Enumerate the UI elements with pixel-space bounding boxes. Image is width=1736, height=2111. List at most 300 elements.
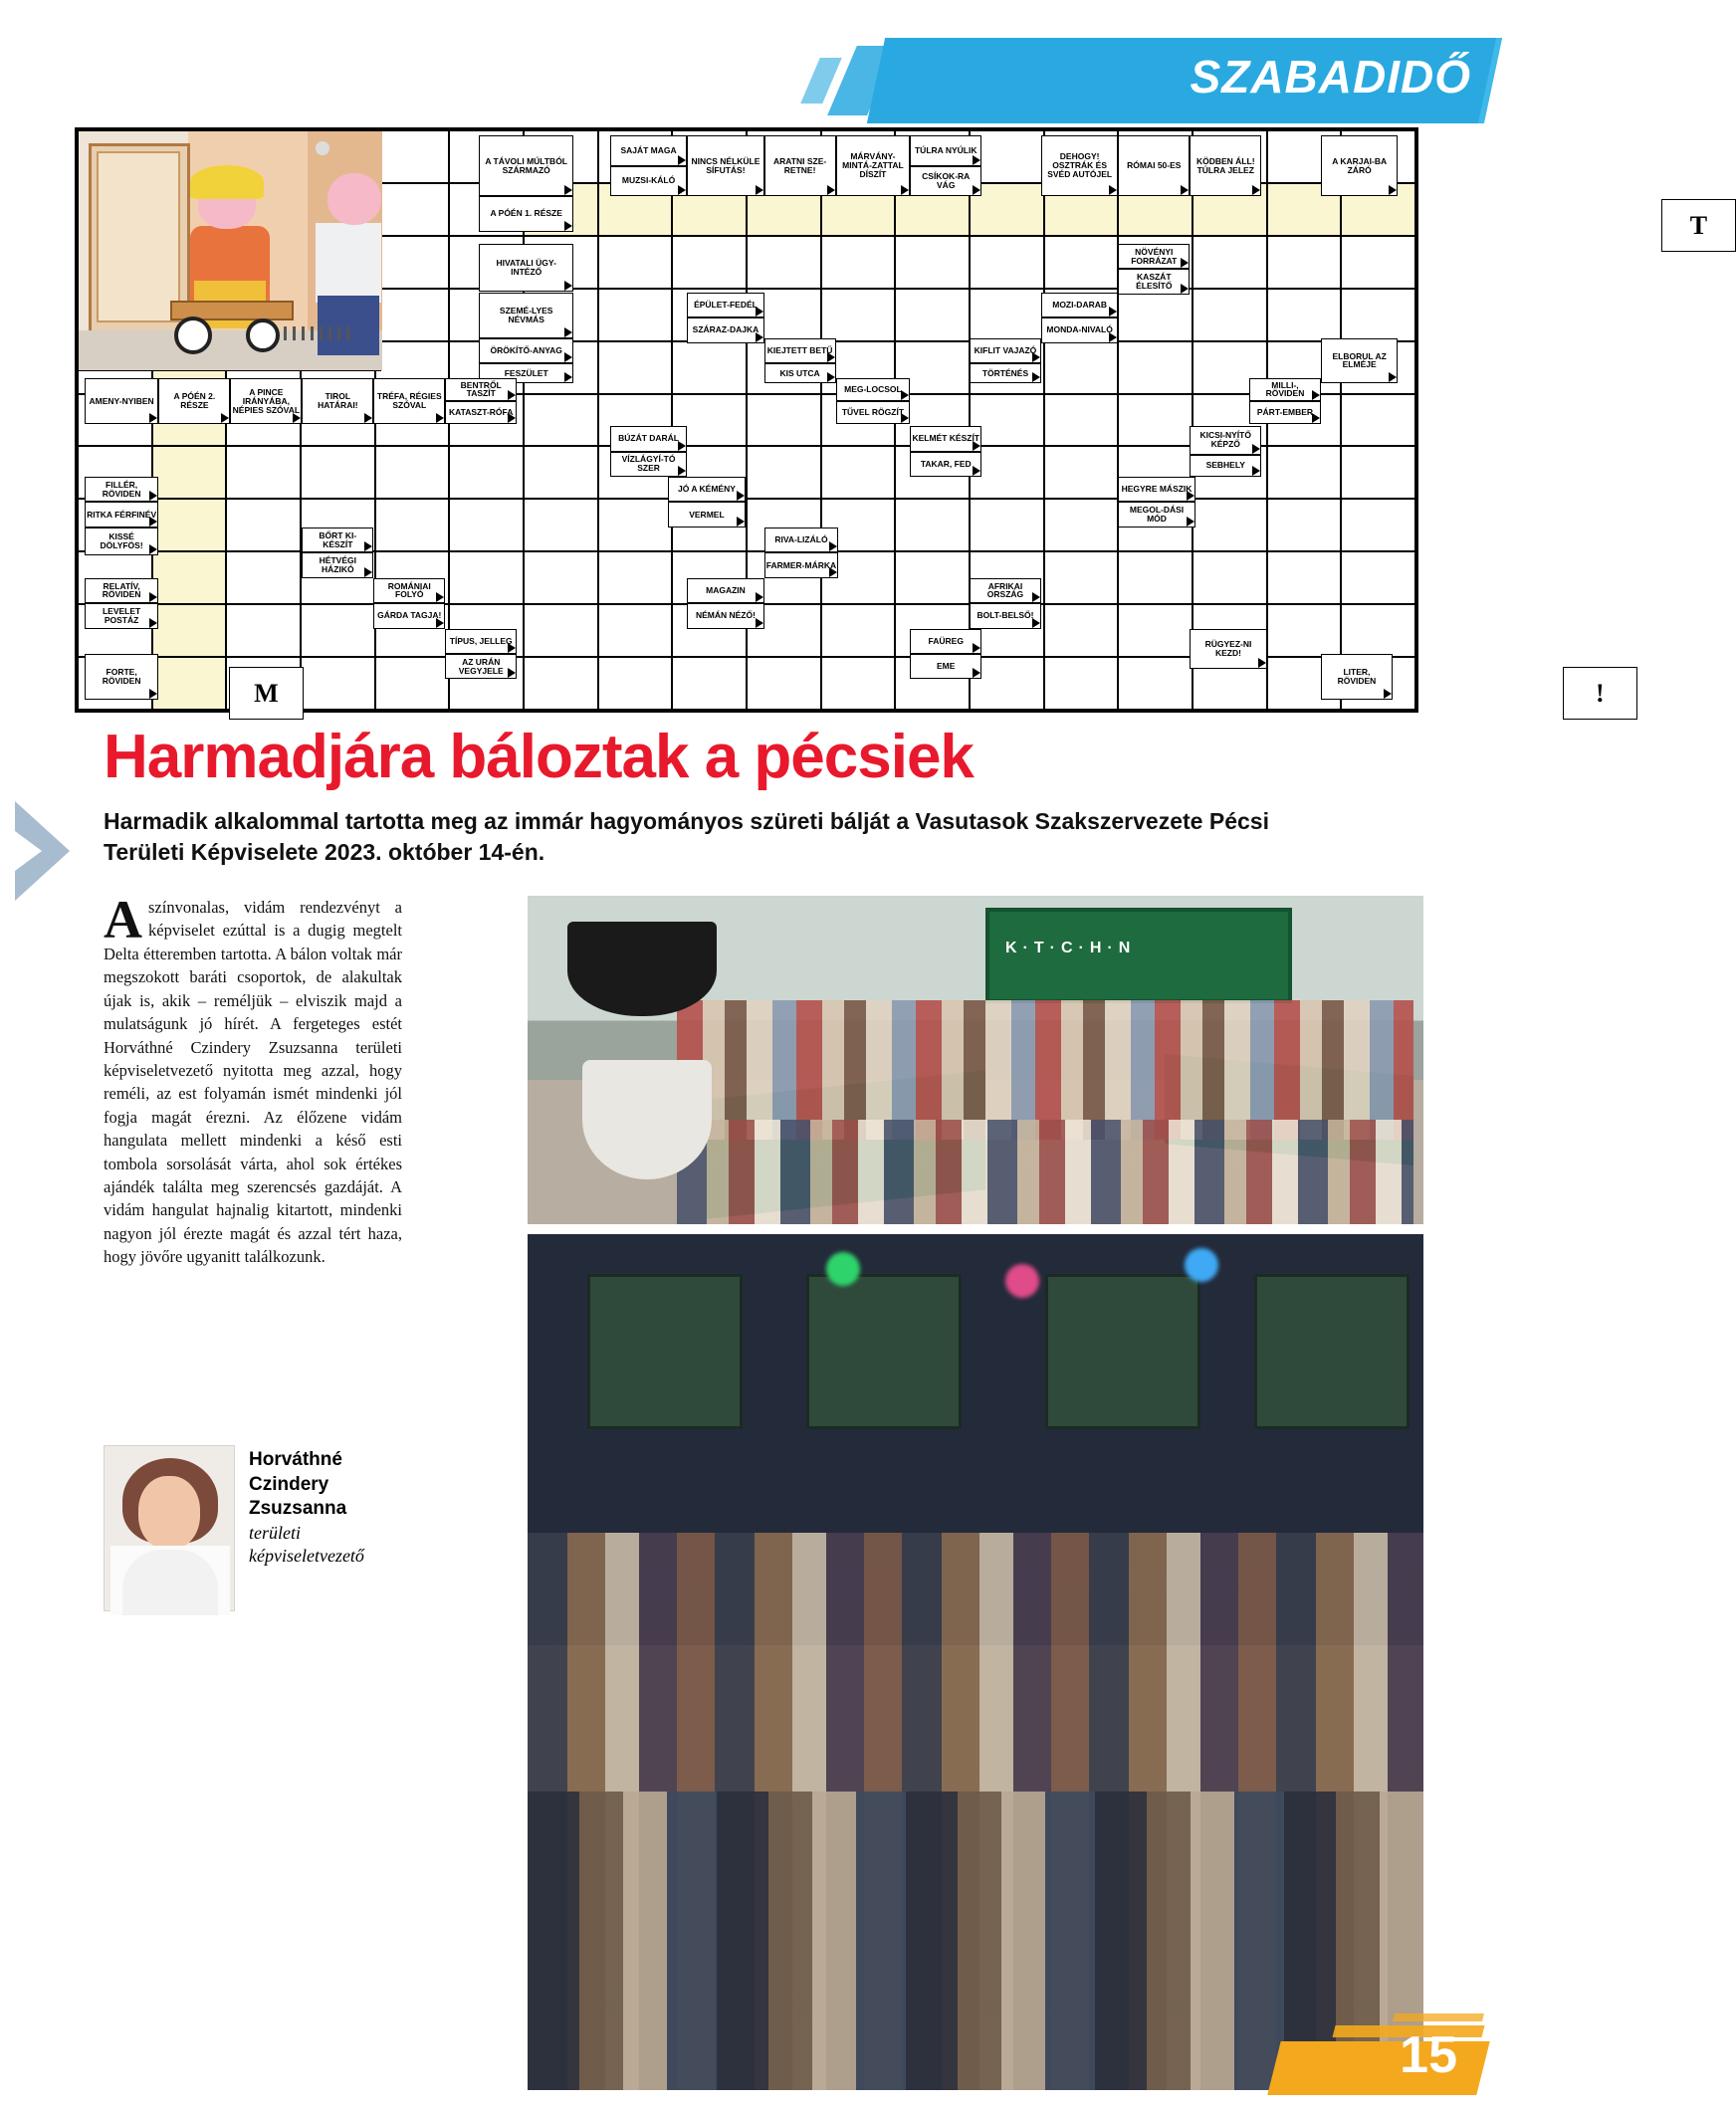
clue-direction-arrow-icon	[364, 413, 372, 423]
crossword-cell[interactable]	[672, 657, 747, 710]
crossword-clue	[373, 578, 445, 603]
crossword-cell[interactable]	[1044, 446, 1119, 499]
crossword-clue	[910, 629, 981, 654]
crossword-clue-text: SEBHELY	[1205, 460, 1245, 471]
clue-direction-arrow-icon	[149, 413, 157, 423]
crossword-clue	[1321, 135, 1398, 196]
crossword-cell[interactable]	[1193, 236, 1267, 289]
crossword-cell[interactable]	[1044, 657, 1119, 710]
clue-direction-arrow-icon	[364, 541, 372, 551]
crossword-cell[interactable]	[1341, 289, 1415, 341]
crossword-clue	[479, 293, 573, 338]
page-title: Harmadjára báloztak a pécsiek	[104, 723, 974, 791]
crossword-clue	[610, 426, 687, 451]
clue-direction-arrow-icon	[1187, 491, 1194, 501]
crossword-clue-text: CSÍKOK-RA VÁG	[922, 170, 971, 190]
clue-direction-arrow-icon	[149, 689, 157, 699]
crossword-clue	[610, 135, 687, 166]
crossword-clue-text: DEHOGY! OSZTRÁK ÉS SVÉD AUTÓJEL	[1047, 151, 1113, 180]
crossword-clue	[479, 196, 573, 232]
crossword-clue-text: KIFLIT VAJAZÓ	[974, 344, 1037, 355]
crossword-clue	[668, 477, 745, 502]
clue-direction-arrow-icon	[678, 185, 686, 195]
crossword-clue	[1118, 477, 1194, 502]
crossword-cell[interactable]	[301, 446, 375, 499]
crossword-clue-text: MEG-LOCSOL	[844, 384, 902, 394]
clue-direction-arrow-icon	[973, 668, 980, 678]
crossword-cell[interactable]	[895, 236, 970, 289]
clue-direction-arrow-icon	[564, 327, 572, 337]
clue-direction-arrow-icon	[1032, 618, 1040, 628]
crossword-clue-text: SAJÁT MAGA	[620, 144, 677, 155]
crossword-cell[interactable]	[598, 551, 673, 604]
crossword-clue	[1118, 269, 1190, 294]
crossword-cell[interactable]	[821, 657, 896, 710]
crossword-clue	[1118, 502, 1194, 527]
clue-direction-arrow-icon	[149, 544, 157, 554]
crossword-clue	[1321, 338, 1398, 384]
crossword-clue-text: MUZSI-KÁLÓ	[621, 175, 676, 186]
crossword-clue-text: ELBORUL AZ ELMÉJE	[1332, 350, 1387, 370]
crossword-clue	[302, 528, 373, 552]
crossword-cell[interactable]	[524, 446, 598, 499]
crossword-cell[interactable]	[152, 551, 227, 604]
clue-direction-arrow-icon	[1252, 466, 1260, 476]
crossword-cell[interactable]	[1044, 236, 1119, 289]
crossword-clue	[230, 378, 302, 424]
crossword-cell[interactable]	[1118, 604, 1193, 657]
crossword-clue-text: ARATNI SZE-RETNE!	[773, 155, 827, 175]
crossword-clue	[970, 603, 1041, 628]
crossword-clue-text: FORTE, RÖVIDEN	[102, 667, 141, 686]
clue-direction-arrow-icon	[564, 185, 572, 195]
crossword-clue-text: AZ URÁN VEGYJELE	[458, 656, 504, 676]
clue-direction-arrow-icon	[1312, 390, 1320, 400]
crossword-clue	[687, 317, 763, 342]
crossword-clue-text: A KARJAI-BA ZÁRÓ	[1332, 155, 1388, 175]
clue-direction-arrow-icon	[1258, 658, 1266, 668]
crossword-cell[interactable]	[821, 289, 896, 341]
crossword-clue	[158, 378, 230, 424]
crossword-clue-text: MAGAZIN	[706, 584, 746, 595]
crossword-clue-text: A PINCE IRÁNYÁBA, NÉPIES SZÓVAL	[232, 386, 301, 415]
crossword-clue-text: RÓMAI 50-ES	[1127, 160, 1182, 171]
caption-role-line-2: képviseletvezető	[249, 1546, 364, 1567]
crossword-clue	[764, 363, 836, 383]
section-title: SZABADIDŐ	[1190, 51, 1471, 103]
clue-direction-arrow-icon	[564, 221, 572, 231]
crossword-clue	[687, 135, 763, 196]
crossword-clue	[85, 654, 159, 700]
crossword-cell[interactable]	[1267, 236, 1342, 289]
crossword-clue-text: A PÓÉN 2. RÉSZE	[173, 391, 216, 411]
crossword-clue	[85, 502, 159, 527]
crossword-cell[interactable]	[375, 499, 450, 551]
crossword-cell[interactable]	[970, 236, 1044, 289]
clue-direction-arrow-icon	[436, 592, 444, 602]
crossword-clue-text: MOZI-DARAB	[1052, 300, 1108, 311]
clue-direction-arrow-icon	[973, 155, 980, 165]
crossword-clue	[970, 578, 1041, 603]
crossword-cell[interactable]	[152, 657, 227, 710]
crossword-clue	[687, 293, 763, 317]
crossword-clue-text: A TÁVOLI MÚLTBÓL SZÁRMAZÓ	[485, 155, 568, 175]
crossword-cell[interactable]	[598, 341, 673, 394]
clue-direction-arrow-icon	[1181, 185, 1189, 195]
chevron-right-icon	[10, 796, 80, 906]
crossword-cell[interactable]	[598, 604, 673, 657]
crossword-clue-text: RIVA-LIZÁLÓ	[774, 534, 828, 545]
clue-direction-arrow-icon	[1389, 185, 1397, 195]
crossword-clue	[610, 452, 687, 477]
photo-sign-text: K·T·C·H·N	[1005, 940, 1137, 956]
clue-direction-arrow-icon	[901, 185, 909, 195]
crossword-clue	[836, 135, 911, 196]
crossword-clue-text: RÜGYEZ-NI KEZD!	[1204, 639, 1252, 658]
clue-direction-arrow-icon	[508, 668, 516, 678]
crossword-clue	[910, 426, 981, 451]
crossword-clue	[910, 654, 981, 679]
crossword-cell[interactable]	[747, 236, 821, 289]
crossword-clue	[1249, 378, 1321, 400]
crossword-cell[interactable]	[1267, 551, 1342, 604]
crossword-cell[interactable]	[524, 657, 598, 710]
clue-direction-arrow-icon	[564, 372, 572, 382]
crossword-clue	[1118, 135, 1190, 196]
clue-direction-arrow-icon	[221, 413, 229, 423]
crossword-cell[interactable]	[1118, 657, 1193, 710]
drop-cap: A	[104, 890, 142, 950]
crossword-cell[interactable]	[1118, 289, 1193, 341]
clue-direction-arrow-icon	[973, 185, 980, 195]
crossword-clue-text: TŰVEL RÖGZÍT	[841, 406, 905, 417]
crossword-clue-text: FILLÉR, RÖVIDEN	[102, 479, 141, 499]
clue-direction-arrow-icon	[901, 390, 909, 400]
crossword-clue-text: NÉMÁN NÉZŐ!	[695, 610, 756, 621]
crossword-clue	[85, 578, 159, 603]
crossword-clue-text: BÚZÁT DARÁL	[618, 433, 680, 444]
crossword-cell[interactable]	[747, 657, 821, 710]
clue-direction-arrow-icon	[1252, 185, 1260, 195]
crossword-cell[interactable]	[1341, 446, 1415, 499]
clue-direction-arrow-icon	[756, 592, 763, 602]
crossword-cell[interactable]	[375, 183, 450, 236]
clue-direction-arrow-icon	[364, 567, 372, 577]
clue-direction-arrow-icon	[508, 390, 516, 400]
crossword-given-letter[interactable]: T	[1661, 199, 1736, 252]
crossword-clue-text: LITER, RÖVIDEN	[1337, 667, 1377, 686]
crossword-cell[interactable]	[672, 341, 747, 394]
crossword-cell[interactable]	[895, 289, 970, 341]
clue-direction-arrow-icon	[508, 643, 516, 653]
crossword-cell[interactable]	[449, 446, 524, 499]
article-body	[104, 890, 402, 1269]
crossword-clue-text: MEGOL-DÁSI MÓD	[1129, 505, 1185, 525]
crossword-cell[interactable]	[375, 130, 450, 183]
crossword-cell[interactable]	[1044, 341, 1119, 394]
crossword-cell[interactable]	[1044, 394, 1119, 447]
crossword-clue	[910, 452, 981, 477]
clue-direction-arrow-icon	[436, 413, 444, 423]
crossword-clue-text: TRÉFA, RÉGIES SZÓVAL	[376, 391, 442, 411]
crossword-clue	[479, 244, 573, 292]
crossword-clue	[85, 528, 159, 555]
crossword-cell[interactable]	[375, 289, 450, 341]
crossword-clue	[836, 401, 911, 424]
crossword-grid	[78, 130, 1708, 710]
crossword-cell[interactable]	[598, 657, 673, 710]
crossword-cell[interactable]	[821, 446, 896, 499]
crossword-clue-text: KISSÉ DÖLYFÖS!	[100, 531, 143, 551]
crossword-clue	[373, 603, 445, 628]
clue-direction-arrow-icon	[973, 466, 980, 476]
crossword-cell[interactable]	[598, 499, 673, 551]
crossword-clue	[479, 135, 573, 196]
crossword-clue	[85, 603, 159, 628]
crossword-clue-text: MÁRVÁNY-MINTÁ-ZATTAL DÍSZÍT	[842, 151, 904, 180]
clue-direction-arrow-icon	[827, 372, 835, 382]
article-body-text: színvonalas, vidám rendezvényt a képviselet ezúttal is a dugig megtelt Delta étteremben tartotta. A bálon voltak már megszokott baráti csoportok, de alakultak újak is, akik – reméljük – elviszik majd a mulatságunk jó hírét. A fergeteges estét Horváthné Czindery Zsuzsanna területi képviseletvezető nyitotta meg azzal, hogy reméli, az est folyamán ismét mindenki jól fogja magát érezni. Az élőzene vidám hangulata mellett mindenki a késő esti tombola sorsolását várta, ahol sok értékes ajándék találta meg szerencsés gazdáját. A vidám hangulat hajnalig kitartott, mindenki nagyon jól érezte magát és azzal tért haza, hogy jövőre ugyanitt találkozunk.	[104, 898, 402, 1267]
clue-direction-arrow-icon	[756, 185, 763, 195]
clue-direction-arrow-icon	[973, 441, 980, 451]
crossword-clue-text: ÉPÜLET-FEDÉL	[694, 300, 758, 311]
caption-name-line-1: Horváthné	[249, 1449, 342, 1470]
crossword-cell[interactable]	[1193, 551, 1267, 604]
crossword-clue-text: HÉTVÉGI HÁZIKÓ	[319, 555, 356, 574]
crossword-clue-text: NINCS NÉLKÜLE SÍFUTÁS!	[691, 155, 760, 175]
crossword-clue	[970, 338, 1041, 363]
clue-direction-arrow-icon	[901, 413, 909, 423]
page-number: 15	[1400, 2026, 1457, 2084]
crossword-cell[interactable]	[970, 289, 1044, 341]
crossword-given-letter[interactable]: M	[229, 667, 304, 720]
crossword-cell[interactable]	[524, 499, 598, 551]
crossword-clue	[445, 378, 517, 400]
clue-direction-arrow-icon	[973, 643, 980, 653]
crossword-cell[interactable]	[1341, 236, 1415, 289]
crossword-cell[interactable]	[747, 446, 821, 499]
crossword-clue	[1190, 426, 1261, 454]
crossword-clue-text: BENTRŐL TASZÍT	[460, 379, 502, 399]
crossword-clue-text: MILLI-, RÖVIDEN	[1265, 379, 1305, 399]
crossword-clue-text: HEGYRE MÁSZIK	[1121, 484, 1193, 495]
clue-direction-arrow-icon	[564, 352, 572, 362]
crossword-cell[interactable]	[895, 499, 970, 551]
crossword-clue-text: HIVATALI ÜGY-INTÉZŐ	[496, 257, 556, 277]
clue-direction-arrow-icon	[678, 441, 686, 451]
crossword-cell[interactable]	[895, 551, 970, 604]
crossword-cell[interactable]	[598, 289, 673, 341]
crossword-cell[interactable]	[672, 236, 747, 289]
crossword-clue-text: SZÁRAZ-DAJKA	[692, 324, 760, 335]
crossword-clue-text: FARMER-MÁRKA	[765, 559, 837, 570]
clue-direction-arrow-icon	[1389, 372, 1397, 382]
clue-direction-arrow-icon	[1032, 372, 1040, 382]
crossword-cell[interactable]	[449, 551, 524, 604]
crossword-clue-text: TÚLRA NYÚLIK	[914, 144, 977, 155]
clue-direction-arrow-icon	[1252, 444, 1260, 454]
crossword-clue	[1190, 629, 1266, 670]
crossword-cell[interactable]	[152, 499, 227, 551]
crossword-clue-text: KÖDBEN ÁLL! TÚLRA JELEZ	[1195, 155, 1255, 175]
crossword-cell[interactable]	[152, 604, 227, 657]
crossword-cell[interactable]	[970, 499, 1044, 551]
clue-direction-arrow-icon	[1109, 332, 1117, 342]
crossword-cell[interactable]	[1044, 604, 1119, 657]
crossword-cell[interactable]	[226, 604, 301, 657]
clue-direction-arrow-icon	[293, 413, 301, 423]
crossword-cell[interactable]	[1193, 499, 1267, 551]
crossword-clue	[970, 363, 1041, 383]
clue-direction-arrow-icon	[1181, 258, 1189, 268]
crossword-cell[interactable]	[1341, 604, 1415, 657]
crossword-cell[interactable]	[301, 604, 375, 657]
crossword-cartoon-image	[78, 130, 381, 371]
crossword-clue	[687, 578, 763, 603]
crossword-clue-text: RITKA FÉRFINÉV	[87, 509, 157, 520]
crossword-clue	[1190, 455, 1261, 477]
crossword-cell[interactable]	[301, 657, 375, 710]
crossword-clue-text: RELATÍV, RÖVIDEN	[102, 580, 141, 600]
crossword-cell[interactable]	[524, 394, 598, 447]
crossword-cell[interactable]	[1118, 394, 1193, 447]
clue-direction-arrow-icon	[756, 618, 763, 628]
clue-direction-arrow-icon	[508, 413, 516, 423]
clue-direction-arrow-icon	[1109, 185, 1117, 195]
clue-direction-arrow-icon	[678, 155, 686, 165]
crossword-clue-text: GÁRDA TAGJA!	[377, 610, 442, 621]
crossword-cell[interactable]	[1193, 289, 1267, 341]
crossword-cell[interactable]	[1267, 499, 1342, 551]
crossword-clue	[445, 654, 517, 679]
crossword-clue-text: KIS UTCA	[779, 367, 820, 378]
crossword-cell[interactable]	[375, 236, 450, 289]
crossword-clue-text: BOLT-BELSŐ!	[976, 610, 1034, 621]
crossword-clue-text: FAÜREG	[928, 635, 964, 646]
crossword-clue-text: A PÓÉN 1. RÉSZE	[490, 208, 562, 219]
crossword-clue-text: KIEJTETT BETŰ	[766, 344, 833, 355]
crossword-cell[interactable]	[1267, 604, 1342, 657]
crossword-cell[interactable]	[1044, 551, 1119, 604]
crossword-clue-text: JÓ A KÉMÉNY	[677, 484, 736, 495]
crossword-clue-text: TAKAR, FED	[920, 458, 972, 469]
crossword-clue	[1249, 401, 1321, 424]
clue-direction-arrow-icon	[737, 517, 745, 527]
crossword-clue	[479, 338, 573, 363]
caption-role-line-1: területi	[249, 1523, 301, 1544]
clue-direction-arrow-icon	[1109, 307, 1117, 317]
clue-direction-arrow-icon	[1181, 284, 1189, 294]
crossword-clue	[445, 401, 517, 424]
crossword-cell[interactable]	[226, 446, 301, 499]
crossword-cell[interactable]	[375, 446, 450, 499]
crossword-clue-text: VERMEL	[689, 509, 725, 520]
crossword-clue-text: FESZÜLET	[504, 367, 548, 378]
clue-direction-arrow-icon	[149, 517, 157, 527]
caption-name-line-3: Zsuzsanna	[249, 1498, 347, 1520]
crossword-clue	[85, 378, 159, 424]
clue-direction-arrow-icon	[1312, 413, 1320, 423]
clue-direction-arrow-icon	[756, 307, 763, 317]
crossword-clue-text: LEVELET POSTÁZ	[102, 605, 141, 625]
crossword-clue-text: KATASZT-RÓFA	[449, 406, 514, 417]
crossword-clue-text: ROMÁNIAI FOLYÓ	[387, 580, 431, 600]
crossword-cell[interactable]	[524, 551, 598, 604]
crossword-clue-text: PÁRT-EMBER	[1256, 406, 1314, 417]
crossword-clue-text: AMENY-NYIBEN	[89, 395, 154, 406]
crossword-clue	[668, 502, 745, 527]
crossword-cell[interactable]	[226, 499, 301, 551]
crossword-clue	[302, 378, 373, 424]
crossword-cell[interactable]	[1118, 551, 1193, 604]
clue-direction-arrow-icon	[829, 541, 837, 551]
crossword-clue	[1041, 317, 1118, 342]
crossword-clue	[1041, 293, 1118, 317]
crossword-cell[interactable]	[821, 236, 896, 289]
crossword-clue-text: ÖRÖKÍTŐ-ANYAG	[490, 344, 562, 355]
crossword-clue-text: KICSI-NYÍTŐ KÉPZŐ	[1199, 430, 1251, 450]
crossword-clue-text: NÖVÉNYI FORRÁZAT	[1131, 246, 1178, 266]
crossword-clue	[764, 135, 836, 196]
crossword-clue-text: VÍZLÁGYÍ-TÓ SZER	[621, 454, 676, 474]
clue-direction-arrow-icon	[827, 185, 835, 195]
crossword-clue	[445, 629, 517, 654]
clue-direction-arrow-icon	[1187, 517, 1194, 527]
clue-direction-arrow-icon	[827, 352, 835, 362]
crossword-clue-text: SZEMÉ-LYES NÉVMÁS	[499, 305, 553, 324]
crossword-clue	[1321, 654, 1393, 700]
crossword-cell[interactable]	[821, 604, 896, 657]
clue-direction-arrow-icon	[678, 466, 686, 476]
crossword-clue	[85, 477, 159, 502]
clue-direction-arrow-icon	[1032, 592, 1040, 602]
crossword-clue	[1041, 135, 1118, 196]
crossword-clue	[764, 528, 839, 552]
clue-direction-arrow-icon	[564, 281, 572, 291]
clue-direction-arrow-icon	[756, 332, 763, 342]
crossword-clue	[764, 552, 839, 577]
crossword-cell[interactable]	[1267, 289, 1342, 341]
crossword-cell[interactable]	[226, 551, 301, 604]
crossword-cell[interactable]	[1267, 446, 1342, 499]
crossword-cell[interactable]	[1341, 551, 1415, 604]
crossword-clue-text: BŐRT KI-KÉSZÍT	[319, 529, 357, 549]
crossword-cell[interactable]	[375, 657, 450, 710]
crossword-clue-text: EME	[937, 661, 956, 672]
crossword-clue	[910, 166, 981, 197]
crossword-cell[interactable]	[152, 446, 227, 499]
crossword-cell[interactable]	[598, 236, 673, 289]
article-lead: Harmadik alkalommal tartotta meg az immár hagyományos szüreti bálját a Vasutasok Szakszervezete Pécsi Területi Képviselete 2023. október 14-én.	[104, 808, 1269, 866]
crossword-cell[interactable]	[747, 394, 821, 447]
crossword-cell[interactable]	[1341, 499, 1415, 551]
crossword-clue-text: TÖRTÉNÉS	[981, 367, 1029, 378]
crossword-cell[interactable]	[1341, 394, 1415, 447]
crossword-clue	[687, 603, 763, 628]
crossword-puzzle	[75, 127, 1708, 713]
crossword-clue	[373, 378, 445, 424]
section-banner	[876, 38, 1493, 123]
crossword-clue-text: AFRIKAI ORSZÁG	[986, 580, 1024, 600]
crossword-given-letter[interactable]: !	[1563, 667, 1637, 720]
crossword-cell[interactable]	[524, 604, 598, 657]
crossword-cell[interactable]	[1044, 499, 1119, 551]
crossword-cell[interactable]	[1118, 341, 1193, 394]
crossword-cell[interactable]	[449, 499, 524, 551]
crossword-clue	[302, 552, 373, 577]
clue-direction-arrow-icon	[149, 618, 157, 628]
crossword-clue	[764, 338, 836, 363]
